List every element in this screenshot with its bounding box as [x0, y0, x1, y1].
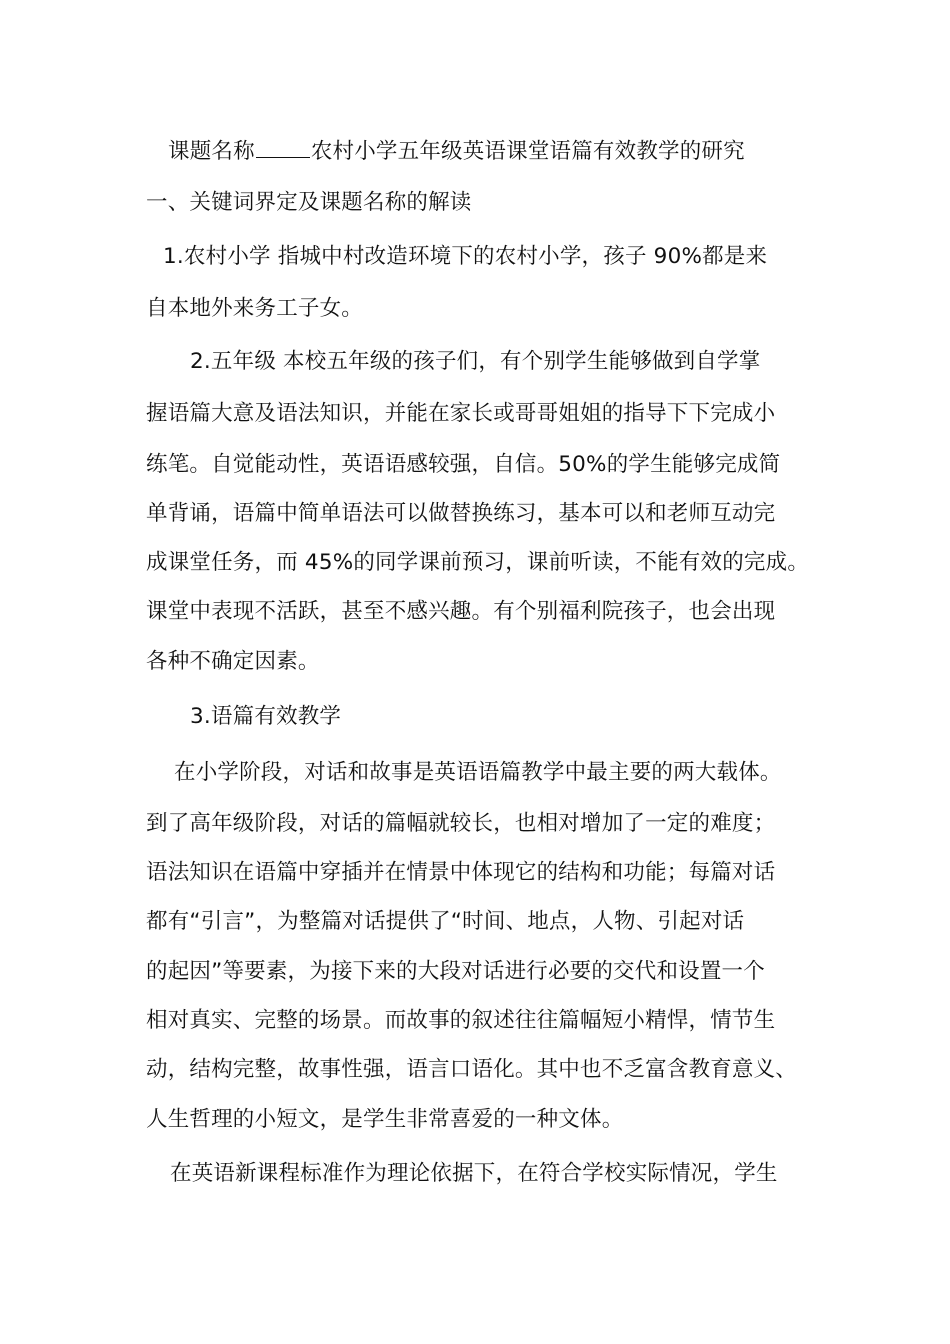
item2-line-5: 成课堂任务，而 45%的同学课前预习，课前听读，不能有效的完成。 — [146, 550, 810, 575]
item3-line-1: 在小学阶段，对话和故事是英语语篇教学中最主要的两大载体。 — [174, 760, 782, 785]
item2-line-6: 课堂中表现不活跃，甚至不感兴趣。有个别福利院孩子，也会出现 — [146, 599, 776, 624]
item2-line-4: 单背诵，语篇中简单语法可以做替换练习，基本可以和老师互动完 — [146, 501, 776, 526]
item1-line-2: 自本地外来务工子女。 — [146, 296, 364, 321]
item2-line-3: 练笔。自觉能动性，英语语感较强，自信。50%的学生能够完成简 — [146, 452, 781, 477]
document-title — [168, 137, 745, 166]
section-heading: 一、关键词界定及课题名称的解读 — [146, 190, 472, 215]
item3-line-3: 语法知识在语篇中穿插并在情景中体现它的结构和功能；每篇对话 — [146, 860, 776, 885]
item3-line-8: 人生哲理的小短文，是学生非常喜爱的一种文体。 — [146, 1107, 624, 1132]
item3-line-5: 的起因”等要素，为接下来的大段对话进行必要的交代和设置一个 — [146, 959, 765, 984]
item3-line-6: 相对真实、完整的场景。而故事的叙述往往篇幅短小精悍，情节生 — [146, 1008, 776, 1033]
item3-line-2: 到了高年级阶段，对话的篇幅就较长，也相对增加了一定的难度； — [146, 811, 776, 836]
item3-line-7: 动，结构完整，故事性强，语言口语化。其中也不乏富含教育意义、 — [146, 1057, 798, 1082]
item3-heading: 3.语篇有效教学 — [190, 704, 342, 729]
item1-line-1: 1.农村小学 指城中村改造环境下的农村小学，孩子 90%都是来 — [163, 244, 768, 269]
last-paragraph-line-1: 在英语新课程标准作为理论依据下，在符合学校实际情况，学生 — [170, 1161, 778, 1186]
title-prefix: 课题名称 — [168, 139, 255, 164]
item2-line-7: 各种不确定因素。 — [146, 649, 320, 674]
title-blank-line — [256, 137, 310, 158]
item3-line-4: 都有“引言”，为整篇对话提供了“时间、地点，人物、引起对话 — [146, 909, 745, 934]
item2-line-2: 握语篇大意及语法知识，并能在家长或哥哥姐姐的指导下下完成小 — [146, 401, 776, 426]
item2-line-1: 2.五年级 本校五年级的孩子们，有个别学生能够做到自学掌 — [190, 349, 761, 374]
title-suffix: 农村小学五年级英语课堂语篇有效教学的研究 — [310, 139, 745, 164]
